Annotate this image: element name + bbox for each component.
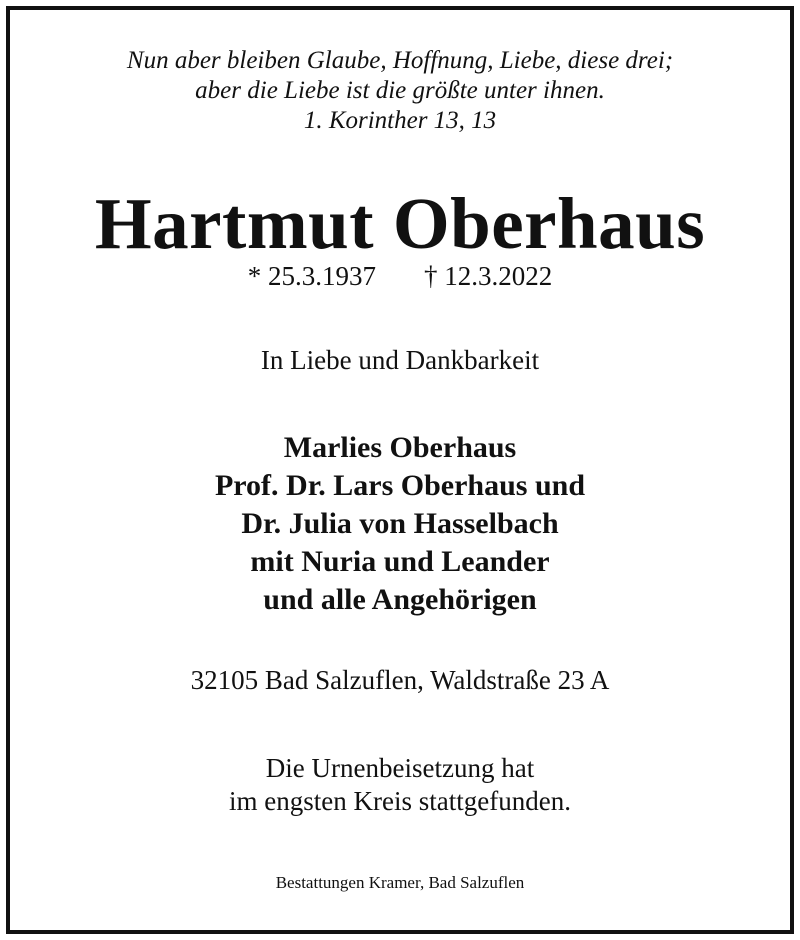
death-date: † 12.3.2022 bbox=[424, 261, 553, 291]
verse-line: Nun aber bleiben Glaube, Hoffnung, Liebe, diese drei; bbox=[126, 47, 674, 74]
notice-line: im engsten Kreis stattgefunden. bbox=[229, 786, 571, 816]
mourner-line: mit Nuria und Leander bbox=[250, 545, 550, 578]
burial-notice bbox=[0, 752, 800, 818]
bible-verse bbox=[0, 46, 800, 136]
mourner-line: Marlies Oberhaus bbox=[283, 431, 517, 464]
mourners-list bbox=[0, 429, 800, 619]
deceased-name: Hartmut Oberhaus bbox=[94, 183, 706, 264]
birth-date: * 25.3.1937 bbox=[247, 261, 376, 291]
life-dates bbox=[0, 260, 800, 292]
address: 32105 Bad Salzuflen, Waldstraße 23 A bbox=[190, 665, 610, 695]
mourner-line: Prof. Dr. Lars Oberhaus und bbox=[214, 469, 586, 502]
verse-line: aber die Liebe ist die größte unter ihnen. bbox=[195, 77, 605, 104]
verse-reference: 1. Korinther 13, 13 bbox=[303, 107, 497, 134]
notice-line: Die Urnenbeisetzung hat bbox=[265, 753, 535, 783]
mourner-line: und alle Angehörigen bbox=[263, 583, 537, 616]
funeral-home: Bestattungen Kramer, Bad Salzuflen bbox=[275, 873, 525, 892]
dedication-text: In Liebe und Dankbarkeit bbox=[260, 345, 540, 375]
mourner-line: Dr. Julia von Hasselbach bbox=[241, 507, 559, 540]
